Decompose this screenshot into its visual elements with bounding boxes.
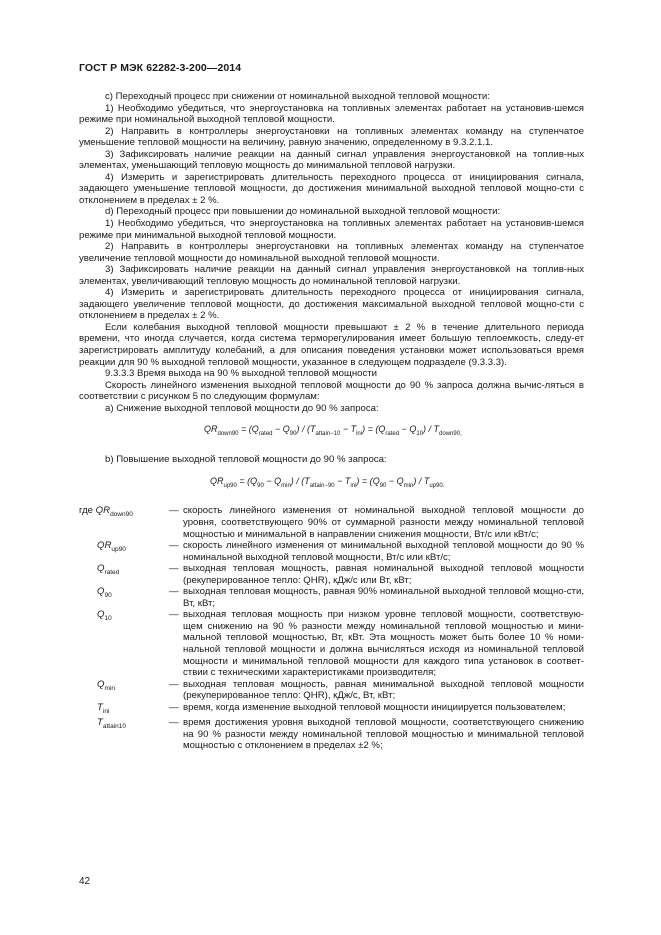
paragraph: a) Снижение выходной тепловой мощности до 90 % запроса: xyxy=(105,402,379,414)
paragraph: 1) Необходимо убедиться, что энергоустановка на топливных элементах работает на установив-шемся режиме при номинальной выходной тепловой мощности. xyxy=(79,102,584,126)
definition-item: $QR_{up90}$ — скорость линейного изменения от минимальной выходной тепловой мощности до 90 % номинальной выходной тепловой мощности, Вт/с или кВт/с; xyxy=(79,540,584,563)
definition-symbol: $QR_{up90}$ xyxy=(97,540,126,553)
definition-symbol: $Q_{min}$ xyxy=(97,678,115,692)
definition-item: $Q_{rated}$ — выходная тепловая мощность, равная номинальной выходной тепловой мощности (рекуперированное тепло: QHR), кДж/с или Вт, кВт; xyxy=(79,563,584,586)
paragraph: d) Переходный процесс при повышении до номинальной выходной тепловой мощности: xyxy=(105,206,501,218)
definition-symbol: $Q_{90}$ xyxy=(97,586,112,600)
definitions-list xyxy=(79,505,584,751)
definition-symbol: где $QR_{down90}$ xyxy=(79,505,133,519)
document-body xyxy=(79,91,584,752)
formula-up90: $QR_{up90} = (Q_{90} - Q_{min}) / (T_{attain-90} - T_{ini}) = (Q_{90} - Q_{min}) / T_{up90.}$ xyxy=(210,475,445,489)
definition-symbol: $T_{attain10}$ xyxy=(97,717,127,731)
paragraph: Если колебания выходной тепловой мощности превышают ± 2 % в течение длительного периода времени, что иногда случается, когда система терморегулирования имеет большую теплоемкость, следу-ет зарегистрировать амплитуду колебаний, а для описания поведения установки может использоваться время реакции для 90 % выходной тепловой мощности, указанное в следующем подразделе (9.3.3.3). xyxy=(79,321,584,368)
paragraph: b) Повышение выходной тепловой мощности до 90 % запроса: xyxy=(105,454,387,466)
definition-item: $Q_{10}$ — выходная тепловая мощность при низком уровне тепловой мощности, соответствую-щем снижению на 90 % разности между номинальной тепловой мощностью и мини-мальной тепловой мощностью, Вт, кВт. Эта мощность может быть более 10 % номи-нальной тепловой мощности и должна вычисляться исходя из номинальной тепловой мощности и минимальной тепловой мощности для каждого типа установок в соответ-ствии с техническими характеристиками производителя; xyxy=(79,609,584,678)
definition-item: $T_{ini}$ — время, когда изменение выходной тепловой мощности инициируется пользователем; xyxy=(79,702,584,717)
definition-item: где $QR_{down90}$ — скорость линейного изменения от номинальной выходной тепловой мощности до уровня, соответствующего 90% от суммарной разности между номинальной тепловой мощностью и минимальной в направлении снижения мощности, Вт/с или кВт/с; xyxy=(79,505,584,540)
paragraph: 3) Зафиксировать наличие реакции на данный сигнал управления энергоустановкой на топлив-ных элементах, уменьшающий тепловую мощность до минимальной тепловой нагрузки. xyxy=(79,148,584,172)
paragraph: 4) Измерить и зарегистрировать длительность переходного процесса от инициирования сигнала, задающего уменьшение тепловой мощности, до достижения минимальной выходной тепловой мощно-сти с отклонением в пределах ± 2 %. xyxy=(79,171,584,206)
section-heading: 9.3.3.3 Время выхода на 90 % выходной тепловой мощности xyxy=(105,368,378,380)
definition-item: $Q_{min}$ — выходная тепловая мощность, равная минимальной выходной тепловой мощности (рекуперированное тепло: QHR), кДж/с, Вт, кВт; xyxy=(79,679,584,702)
standard-header: ГОСТ Р МЭК 62282-3-200—2014 xyxy=(79,62,242,74)
paragraph: 2) Направить в контроллеры энергоустановки на топливных элементах команду на ступенчатое увеличение тепловой мощности до номинальной выходной тепловой мощности. xyxy=(79,241,584,264)
page-number: 42 xyxy=(79,876,91,887)
formula-down90: $QR_{down90} = (Q_{rated} - Q_{90}) / (T_{attain-10} - T_{ini}) = (Q_{rated} - Q_{10}) / T_{down90,}$ xyxy=(204,424,462,438)
paragraph: 3) Зафиксировать наличие реакции на данный сигнал управления энергоустановкой на топлив-ных элементах, увеличивающий тепловую мощность до номинальной тепловой нагрузки. xyxy=(79,264,584,287)
definition-symbol: $T_{ini}$ xyxy=(97,701,110,715)
definition-symbol: $Q_{rated}$ xyxy=(97,563,120,577)
paragraph: 4) Измерить и зарегистрировать длительность переходного процесса от инициирования сигнала, задающего увеличение тепловой мощности, до достижения максимальной выходной тепловой мощно-сти с отклонением в пределах ± 2 %. xyxy=(79,287,584,322)
definition-item: $T_{attain10}$ — время достижения уровня выходной тепловой мощности, соответствующего снижению на 90 % разности между номинальной тепловой мощностью и минимальной тепловой мощностью с отклонением в пределах ±2 %; xyxy=(79,717,584,752)
definition-item: $Q_{90}$ — выходная тепловая мощность, равная 90% номинальной выходной тепловой мощно-сти, Вт, кВт; xyxy=(79,586,584,609)
definition-symbol: $Q_{10}$ xyxy=(97,609,112,623)
paragraph: 1) Необходимо убедиться, что энергоустановка на топливных элементах работает на установив-шемся режиме при минимальной выходной тепловой мощности. xyxy=(79,218,584,241)
paragraph: Скорость линейного изменения выходной тепловой мощности до 90 % запроса должна вычис-ляться в соответствии с рисунком 5 по следующим формулам: xyxy=(79,379,584,403)
paragraph: c) Переходный процесс при снижении от номинальной выходной тепловой мощности: xyxy=(105,91,490,102)
paragraph: 2) Направить в контроллеры энергоустановки на топливных элементах команду на ступенчатое уменьшение тепловой мощности на величину, равную значению, определенному в 9.3.2.1.1. xyxy=(79,125,584,149)
